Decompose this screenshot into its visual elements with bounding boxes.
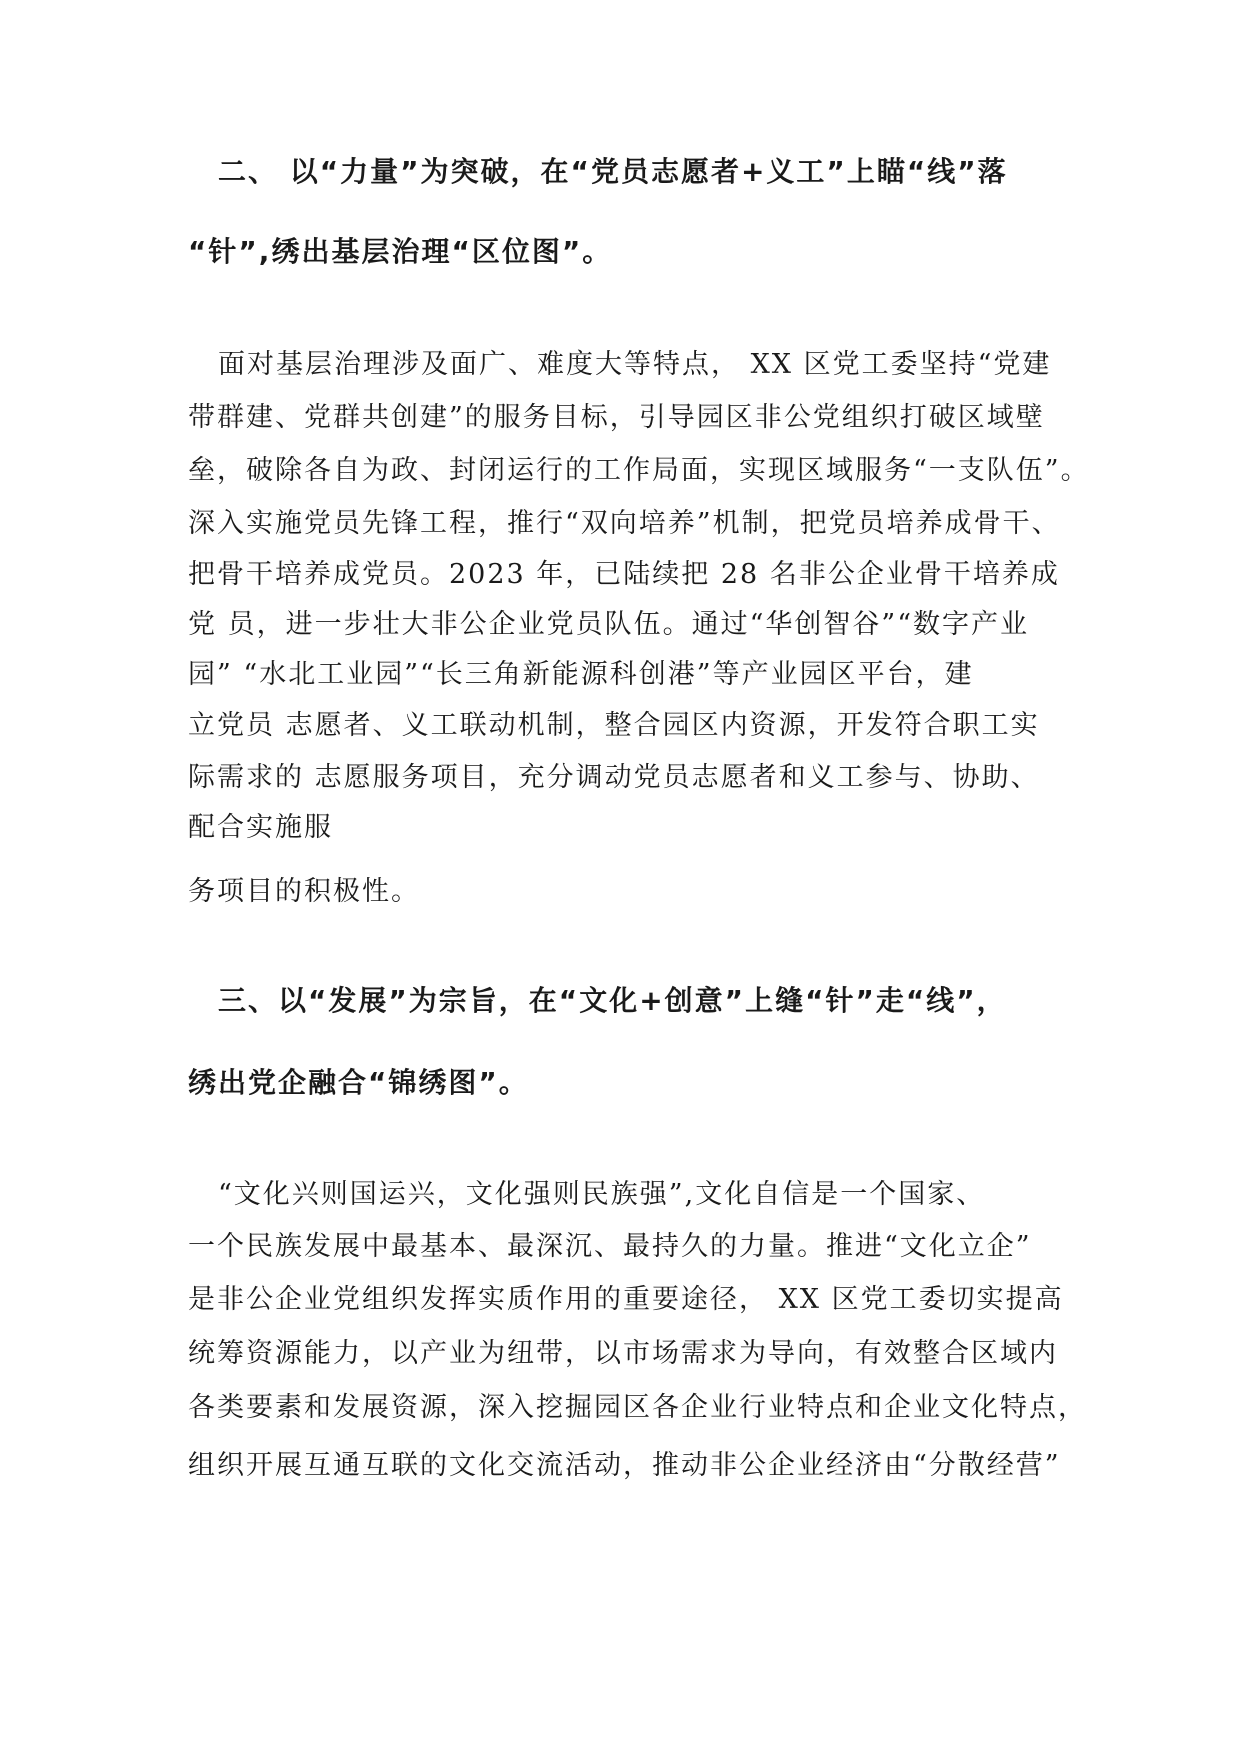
section-3-paragraph-line-4: 统筹资源能力，以产业为纽带，以市场需求为导向，有效整合区域内 [188, 1338, 1058, 1369]
section-3-paragraph-line-5: 各类要素和发展资源，深入挖掘园区各企业行业特点和企业文化特点， [188, 1392, 1087, 1423]
section-3-heading-line-2: 绣出党企融合“锦绣图”。 [188, 1066, 529, 1099]
section-2-paragraph-line-8: 立党员 志愿者、义工联动机制，整合园区内资源，开发符合职工实 [188, 710, 1040, 741]
section-2-paragraph-line-7: 园” “水北工业园”“长三角新能源科创港”等产业园区平台，建 [188, 659, 974, 690]
section-2-paragraph-line-4: 深入实施党员先锋工程，推行“双向培养”机制，把党员培养成骨干、 [188, 508, 1061, 539]
section-3-heading-line-1: 三、以“发展”为宗旨，在“文化+创意”上缝“针”走“线”， [218, 984, 1007, 1017]
section-2-paragraph-line-11: 务项目的积极性。 [188, 876, 420, 907]
section-2-paragraph-line-10: 配合实施服 [188, 812, 333, 843]
section-2-paragraph-line-5: 把骨干培养成党员。2023 年，已陆续把 28 名非公企业骨干培养成 [188, 559, 1060, 590]
section-2-paragraph-line-3: 垒，破除各自为政、封闭运行的工作局面，实现区域服务“一支队伍”。 [188, 455, 1090, 486]
section-2-paragraph-line-6: 党 员，进一步壮大非公企业党员队伍。通过“华创智谷”“数字产业 [188, 609, 1029, 640]
section-2-heading-line-2: “针”,绣出基层治理“区位图”。 [188, 235, 613, 268]
section-3-paragraph-line-6: 组织开展互通互联的文化交流活动，推动非公企业经济由“分散经营” [188, 1450, 1061, 1481]
section-3-paragraph-line-1: “文化兴则国运兴，文化强则民族强”,文化自信是一个国家、 [218, 1179, 986, 1210]
section-2-paragraph-line-9: 际需求的 志愿服务项目，充分调动党员志愿者和义工参与、协助、 [188, 762, 1040, 793]
section-2-heading-line-1: 二、 以“力量”为突破，在“党员志愿者+义工”上瞄“线”落 [218, 155, 1008, 188]
section-2-paragraph-line-1: 面对基层治理涉及面广、难度大等特点， XX 区党工委坚持“党建 [218, 349, 1052, 380]
section-3-paragraph-line-3: 是非公企业党组织发挥实质作用的重要途径， XX 区党工委切实提高 [188, 1284, 1064, 1315]
section-2-paragraph-line-2: 带群建、党群共创建”的服务目标，引导园区非公党组织打破区域壁 [188, 402, 1045, 433]
section-3-paragraph-line-2: 一个民族发展中最基本、最深沉、最持久的力量。推进“文化立企” [188, 1231, 1032, 1262]
